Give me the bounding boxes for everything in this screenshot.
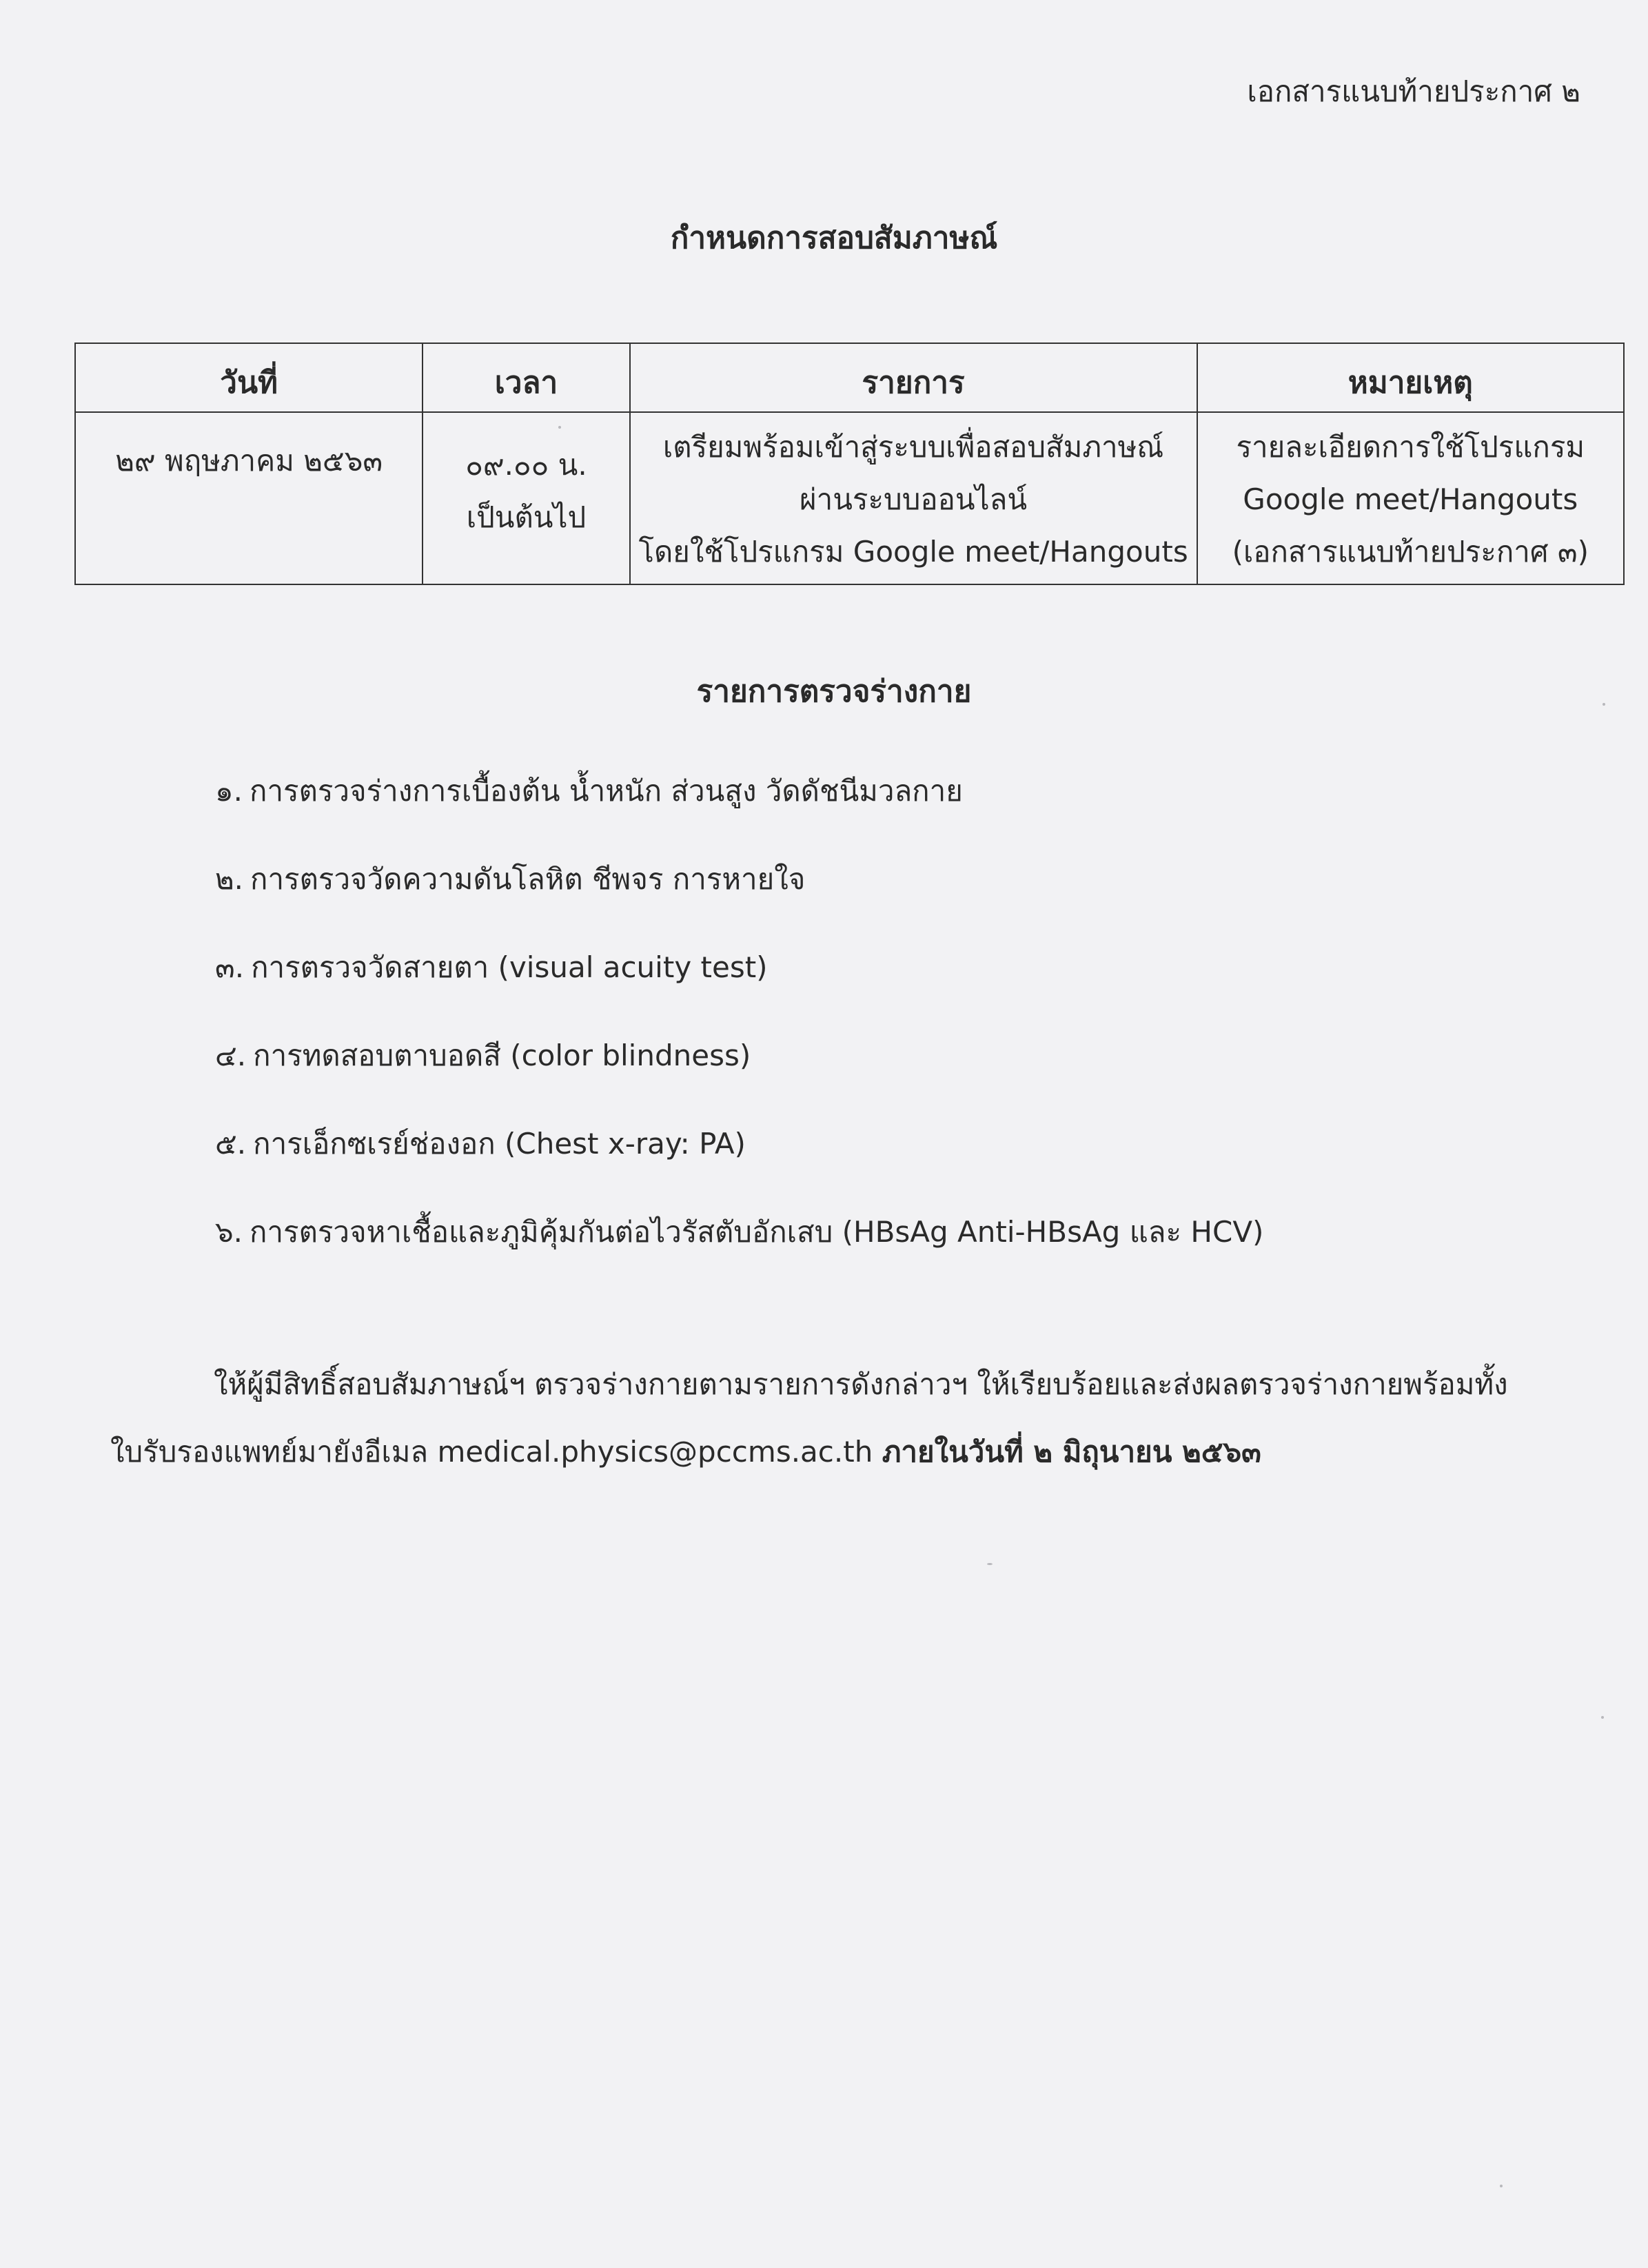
exam-list — [215, 768, 1263, 1298]
list-item-number: ๖. — [215, 1215, 243, 1249]
time-line-2: เป็นต้นไป — [466, 500, 587, 534]
cell-time — [423, 412, 629, 584]
time-line-1: ๐๙.๐๐ น. — [465, 448, 587, 482]
scan-speck — [558, 426, 561, 429]
list-item-text: การตรวจวัดสายตา (visual acuity test) — [251, 950, 768, 984]
scan-speck — [1500, 2185, 1503, 2187]
list-item-number: ๔. — [215, 1039, 247, 1072]
list-item-text: การตรวจหาเชื้อและภูมิคุ้มกันต่อไวรัสตับอักเสบ (HBsAg Anti-HBsAg และ HCV) — [250, 1215, 1264, 1249]
list-item — [215, 1209, 1263, 1298]
list-item — [215, 1033, 1263, 1121]
exam-title: รายการตรวจร่างกาย — [696, 674, 972, 709]
instruction-email-text: ใบรับรองแพทย์มายังอีเมล medical.physics@pccms.ac.th — [110, 1435, 873, 1469]
header-note: หมายเหตุ — [1197, 343, 1624, 412]
list-item-text: การเอ็กซเรย์ช่องอก (Chest x-ray: PA) — [253, 1127, 746, 1161]
note-line-1: รายละเอียดการใช้โปรแกรม — [1236, 430, 1585, 464]
instruction-line-2 — [110, 1418, 1592, 1486]
list-item-text: การตรวจร่างการเบื้องต้น น้ำหนัก ส่วนสูง วัดดัชนีมวลกาย — [250, 774, 963, 808]
date-text: ๒๙ พฤษภาคม ๒๕๖๓ — [115, 444, 383, 478]
table-row — [75, 412, 1624, 584]
instruction-line-1: ให้ผู้มีสิทธิ์สอบสัมภาษณ์ฯ ตรวจร่างกายตามรายการดังกล่าวฯ ให้เรียบร้อยและส่งผลตรวจร่างกายพร้อมทั้ง — [214, 1367, 1508, 1401]
schedule-table — [74, 343, 1625, 585]
schedule-title: กำหนดการสอบสัมภาษณ์ — [670, 221, 998, 256]
cell-note — [1197, 412, 1624, 584]
list-item — [215, 945, 1263, 1033]
note-line-2: Google meet/Hangouts — [1243, 482, 1578, 516]
list-item-number: ๑. — [215, 774, 243, 808]
note-line-3: (เอกสารแนบท้ายประกาศ ๓) — [1232, 535, 1589, 569]
header-date: วันที่ — [75, 343, 423, 412]
header-time: เวลา — [423, 343, 629, 412]
list-item-number: ๒. — [215, 862, 244, 896]
list-item — [215, 1121, 1263, 1209]
scan-speck — [1603, 703, 1605, 706]
cell-item — [630, 412, 1197, 584]
instruction-deadline: ภายในวันที่ ๒ มิถุนายน ๒๕๖๓ — [882, 1435, 1261, 1469]
header-item: รายการ — [630, 343, 1197, 412]
list-item-number: ๓. — [215, 950, 245, 984]
table-header-row — [75, 343, 1624, 412]
cell-date — [75, 412, 423, 584]
list-item — [215, 857, 1263, 945]
item-line-1: เตรียมพร้อมเข้าสู่ระบบเพื่อสอบสัมภาษณ์ — [662, 430, 1164, 464]
item-line-2: ผ่านระบบออนไลน์ — [800, 482, 1028, 516]
instruction-paragraph — [110, 1351, 1592, 1486]
list-item-number: ๕. — [215, 1127, 247, 1161]
list-item-text: การทดสอบตาบอดสี (color blindness) — [253, 1039, 751, 1072]
scan-speck — [987, 1563, 993, 1565]
list-item-text: การตรวจวัดความดันโลหิต ชีพจร การหายใจ — [250, 862, 806, 896]
scan-speck — [1601, 1716, 1604, 1719]
item-line-3: โดยใช้โปรแกรม Google meet/Hangouts — [638, 535, 1188, 569]
attachment-reference: เอกสารแนบท้ายประกาศ ๒ — [1247, 74, 1580, 108]
list-item — [215, 768, 1263, 857]
